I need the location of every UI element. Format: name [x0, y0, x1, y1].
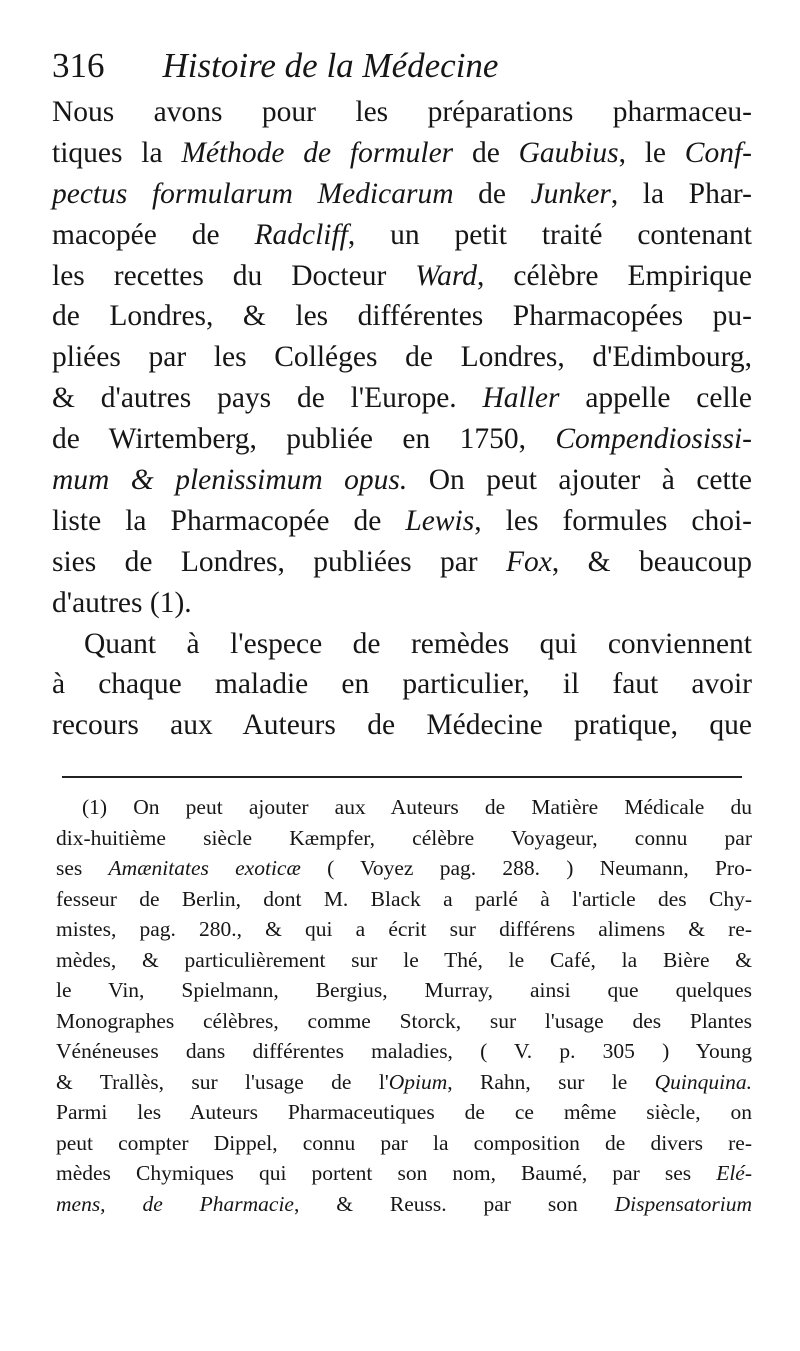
italic-text: Haller — [482, 382, 560, 415]
italic-text: Lewis — [405, 504, 475, 537]
italic-text: Dispensatorium — [614, 1191, 752, 1216]
italic-text: Junker — [530, 177, 611, 210]
running-head — [52, 40, 752, 92]
text-run: , le — [618, 136, 685, 169]
footnote-line — [56, 1128, 752, 1159]
text-run: ( Voyez pag. 288. ) Neumann, Pro- — [300, 856, 752, 881]
footnote-line — [56, 1036, 752, 1067]
text-run: de Londres, & les différentes Pharmacopées pu- — [52, 300, 752, 333]
footnotes — [52, 792, 752, 1219]
text-run: tiques la — [52, 136, 182, 169]
body-line — [52, 583, 752, 624]
italic-text: Elé- — [716, 1161, 752, 1186]
text-run: , & beaucoup — [551, 545, 752, 578]
text-run: , célèbre Empirique — [477, 259, 753, 292]
text-run: ses — [56, 856, 109, 881]
text-run: pliées par les Colléges de Londres, d'Edimbourg, — [52, 341, 752, 374]
footnote-line — [56, 1067, 752, 1098]
text-run: , la Phar- — [610, 177, 752, 210]
footnote-line — [56, 1189, 752, 1220]
text-run: , & Reuss. par son — [293, 1191, 615, 1216]
body-line — [52, 664, 752, 705]
text-run: dix-huitième siècle Kæmpfer, célèbre Voyageur, connu par — [56, 825, 752, 850]
text-run: Monographes célèbres, comme Storck, sur l'usage des Plantes — [56, 1008, 752, 1033]
footnote-line — [56, 914, 752, 945]
text-run: le Vin, Spielmann, Bergius, Murray, ainsi que quelques — [56, 978, 752, 1003]
text-run: mèdes, & particulièrement sur le Thé, le Café, la Bière & — [56, 947, 752, 972]
text-run: peut compter Dippel, connu par la composition de divers re- — [56, 1130, 752, 1155]
text-run: Nous avons pour les préparations pharmaceu- — [52, 96, 752, 128]
italic-text: Radcliff — [254, 218, 348, 251]
text-run: , Rahn, sur le — [447, 1069, 655, 1094]
text-run: d'autres (1). — [52, 586, 192, 619]
footnote-line — [56, 884, 752, 915]
body-line — [52, 501, 752, 542]
text-run: , les formules choi- — [474, 504, 752, 537]
body-line — [52, 92, 752, 133]
text-run: On peut ajouter à cette — [407, 464, 752, 497]
italic-text: Ward — [415, 259, 478, 292]
italic-text: mens, de Pharmacie — [56, 1191, 294, 1216]
footnote-line — [56, 1097, 752, 1128]
text-run: mistes, pag. 280., & qui a écrit sur différens alimens & re- — [56, 917, 752, 942]
text-run: Parmi les Auteurs Pharmaceutiques de ce même siècle, on — [56, 1100, 752, 1125]
body-line — [52, 133, 752, 174]
body-line — [52, 174, 752, 215]
text-run: appelle celle — [559, 382, 752, 415]
text-run: de — [453, 177, 531, 210]
footnote-divider — [62, 776, 742, 778]
text-run: de — [453, 136, 519, 169]
text-run: les recettes du Docteur — [52, 259, 416, 292]
italic-text: Méthode de formuler — [181, 136, 454, 169]
footnote-line — [56, 853, 752, 884]
italic-text: Amænitates exoticæ — [108, 856, 301, 881]
text-run: mèdes Chymiques qui portent son nom, Baumé, par ses — [56, 1161, 717, 1186]
text-run: , un petit traité contenant — [347, 218, 752, 251]
page-number: 316 — [52, 46, 105, 85]
italic-text: Opium — [388, 1069, 448, 1094]
italic-text: Quinquina. — [654, 1069, 752, 1094]
text-run: Vénéneuses dans différentes maladies, ( V. p. 305 ) Young — [56, 1039, 752, 1064]
footnote-line — [56, 792, 752, 823]
text-run: macopée de — [52, 218, 255, 251]
running-title: Histoire de la Médecine — [162, 46, 499, 85]
italic-text: mum & plenissimum opus. — [52, 464, 408, 497]
body-line — [52, 215, 752, 256]
main-text — [52, 92, 752, 746]
italic-text: pectus formularum Medicarum — [52, 177, 454, 210]
italic-text: Fox — [506, 545, 552, 578]
text-run: & d'autres pays de l'Europe. — [52, 382, 483, 415]
body-line — [52, 624, 752, 665]
text-run: Quant à l'espece de remèdes qui conviennent — [84, 627, 752, 660]
body-line — [52, 256, 752, 297]
text-run: liste la Pharmacopée de — [52, 504, 406, 537]
footnote-line — [56, 945, 752, 976]
italic-text: Conf- — [684, 136, 752, 169]
body-line — [52, 705, 752, 746]
text-run: (1) On peut ajouter aux Auteurs de Matière Médicale du — [82, 795, 752, 820]
italic-text: Compendiosissi- — [555, 423, 752, 456]
text-run: de Wirtemberg, publiée en 1750, — [52, 423, 556, 456]
footnote-line — [56, 1158, 752, 1189]
footnote-line — [56, 975, 752, 1006]
body-line — [52, 296, 752, 337]
text-run: recours aux Auteurs de Médecine pratique, que — [52, 709, 752, 742]
body-line — [52, 419, 752, 460]
body-line — [52, 378, 752, 419]
footnote-line — [56, 1006, 752, 1037]
body-line — [52, 460, 752, 501]
footnote-line — [56, 823, 752, 854]
text-run: sies de Londres, publiées par — [52, 545, 506, 578]
body-line — [52, 542, 752, 583]
text-run: fesseur de Berlin, dont M. Black a parlé à l'article des Chy- — [56, 886, 752, 911]
text-run: à chaque maladie en particulier, il faut avoir — [52, 668, 752, 701]
text-run: & Trallès, sur l'usage de l' — [56, 1069, 389, 1094]
body-line — [52, 337, 752, 378]
italic-text: Gaubius — [518, 136, 619, 169]
